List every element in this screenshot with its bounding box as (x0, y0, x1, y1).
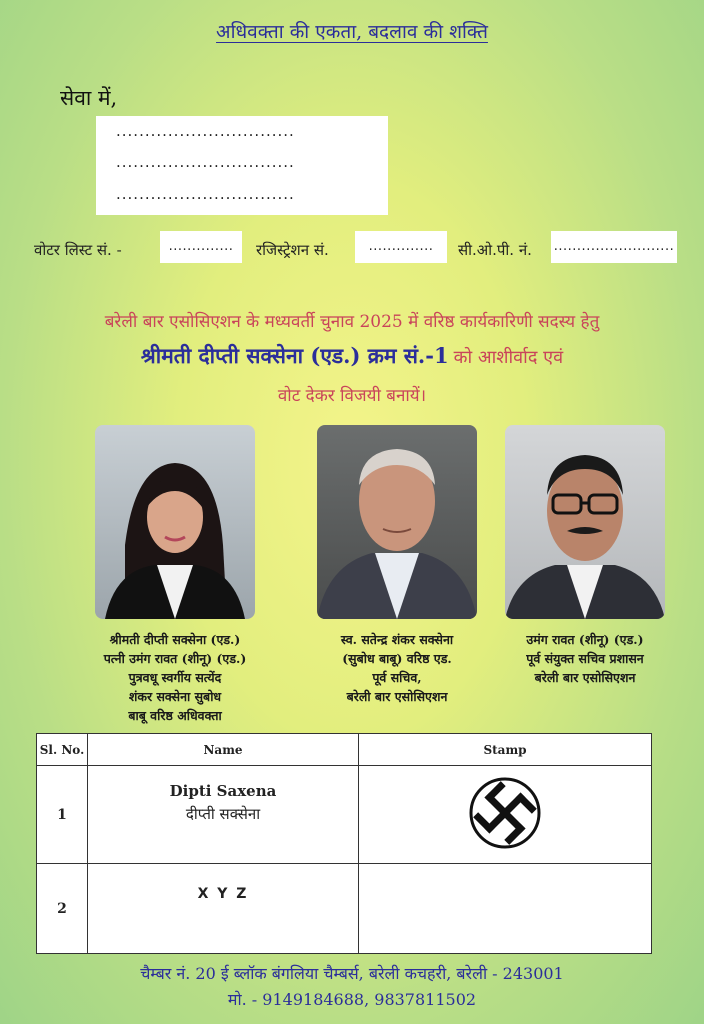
appeal-line-2 (0, 342, 704, 370)
voter-list-field: .............. (160, 231, 242, 263)
caption-line: शंकर सक्सेना सुबोध (128, 689, 222, 704)
cop-field: .......................... (551, 231, 677, 263)
caption-line: बरेली बार एसोसिएशन (534, 670, 636, 685)
header-stamp: Stamp (359, 734, 652, 766)
cop-label: सी.ओ.पी. नं. (458, 241, 532, 259)
slogan: अधिवक्ता की एकता, बदलाव की शक्ति (216, 21, 488, 43)
header-name: Name (88, 734, 359, 766)
row-stamp (359, 766, 652, 864)
address-line: ............................... (116, 122, 295, 140)
address-line: ............................... (116, 153, 295, 171)
caption-line: पुत्रवधू स्वर्गीय सत्येंद (128, 670, 222, 685)
footer-phone: मो. - 9149184688, 9837811502 (227, 990, 477, 1009)
caption-candidate (70, 630, 280, 725)
photo-husband (505, 425, 665, 619)
row-sl-no: 1 (37, 766, 88, 864)
address-box (96, 116, 388, 215)
caption-line: बाबू वरिष्ठ अधिवक्ता (128, 708, 222, 723)
registration-field: .............. (355, 231, 447, 263)
caption-line: बरेली बार एसोसिएशन (346, 689, 448, 704)
swastik-icon (468, 776, 542, 854)
table-row (37, 766, 652, 864)
photo-father-in-law (317, 425, 477, 619)
voter-list-label: वोटर लिस्ट सं. - (34, 241, 122, 259)
name-hindi: दीप्ती सक्सेना (185, 805, 261, 823)
caption-line: श्रीमती दीप्ती सक्सेना (एड.) (109, 632, 241, 647)
name-english: X Y Z (197, 886, 249, 902)
salutation: सेवा में, (60, 86, 118, 110)
footer-address: चैम्बर नं. 20 ई ब्लॉक बंगलिया चैम्बर्स, बरेली कचहरी, बरेली - 243001 (140, 964, 564, 983)
ballot-table (36, 733, 652, 954)
caption-line: पत्नी उमंग रावत (शीनू) (एड.) (103, 651, 247, 666)
row-stamp (359, 864, 652, 954)
header-sl-no: Sl. No. (37, 734, 88, 766)
caption-husband (480, 630, 690, 687)
appeal-line-1: बरेली बार एसोसिएशन के मध्यवर्ती चुनाव 2025 में वरिष्ठ कार्यकारिणी सदस्य हेतु (104, 312, 600, 332)
photo-candidate (95, 425, 255, 619)
registration-label: रजिस्ट्रेशन सं. (256, 241, 329, 259)
caption-line: स्व. सतेन्द्र शंकर सक्सेना (340, 632, 454, 647)
address-line: ............................... (116, 185, 295, 203)
caption-line: (सुबोध बाबू) वरिष्ठ एड. (342, 651, 452, 666)
row-sl-no: 2 (37, 864, 88, 954)
caption-line: पूर्व सचिव, (372, 670, 422, 685)
row-name (88, 766, 359, 864)
name-english: Dipti Saxena (169, 782, 277, 800)
caption-line: उमंग रावत (शीनू) (एड.) (526, 632, 644, 647)
caption-father-in-law (292, 630, 502, 706)
table-row (37, 864, 652, 954)
appeal-line-3: वोट देकर विजयी बनायें। (277, 386, 427, 406)
table-header-row (37, 734, 652, 766)
caption-line: पूर्व संयुक्त सचिव प्रशासन (526, 651, 644, 666)
row-name (88, 864, 359, 954)
candidate-name: श्रीमती दीप्ती सक्सेना (एड.) क्रम सं.-1 (140, 343, 449, 368)
appeal-line-2-rest: को आशीर्वाद एवं (453, 347, 564, 368)
